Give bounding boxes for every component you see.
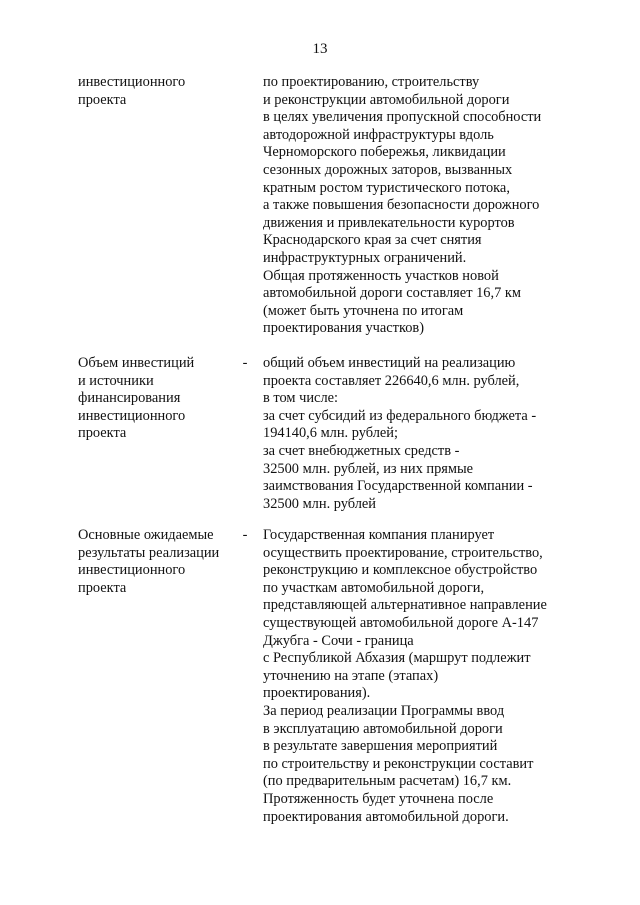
content-line: движения и привлекательности курортов: [263, 214, 515, 231]
dash-separator: -: [242, 527, 248, 543]
label-line: инвестиционного: [78, 407, 186, 424]
content-line: общий объем инвестиций на реализацию: [263, 355, 516, 371]
content-line: по участкам автомобильной дороги,: [263, 579, 485, 596]
content-line: автодорожной инфраструктуры вдоль: [263, 126, 494, 143]
content-line: Протяженность будет уточнена после: [263, 790, 494, 807]
content-line: Черноморского побережья, ликвидации: [263, 144, 506, 161]
label-line: проекта: [78, 579, 127, 596]
content-line: Краснодарского края за счет снятия: [263, 232, 482, 249]
section-label: [78, 74, 238, 109]
dash-separator: -: [242, 355, 248, 371]
section-label: [78, 355, 238, 443]
label-line: Основные ожидаемые: [78, 527, 214, 543]
content-line: по строительству и реконструкции составит: [263, 755, 534, 772]
content-line: уточнению на этапе (этапах): [263, 667, 439, 684]
label-line: и источники: [78, 372, 154, 389]
content-line: представляющей альтернативное направление: [263, 597, 547, 614]
content-line: за счет субсидий из федерального бюджета -: [263, 407, 537, 424]
content-line: проектирования).: [263, 685, 371, 702]
label-line: инвестиционного: [78, 74, 186, 90]
content-line: проекта составляет 226640,6 млн. рублей,: [263, 372, 520, 389]
content-line: по проектированию, строительству: [263, 74, 480, 90]
content-line: (может быть уточнена по итогам: [263, 302, 464, 319]
section-content: [263, 74, 583, 338]
content-line: в целях увеличения пропускной способности: [263, 109, 542, 126]
content-line: 32500 млн. рублей, из них прямые: [263, 460, 474, 477]
content-line: Общая протяженность участков новой: [263, 267, 499, 284]
section-content: [263, 527, 583, 826]
content-line: за счет внебюджетных средств -: [263, 442, 460, 459]
page-number: 13: [312, 41, 328, 57]
label-line: финансирования: [78, 390, 181, 407]
content-line: автомобильной дороги составляет 16,7 км: [263, 285, 521, 302]
content-line: осуществить проектирование, строительство,: [263, 544, 543, 561]
label-line: инвестиционного: [78, 562, 186, 579]
label-line: результаты реализации: [78, 544, 220, 561]
content-line: кратным ростом туристического потока,: [263, 179, 510, 196]
content-line: (по предварительным расчетам) 16,7 км.: [263, 773, 512, 790]
content-line: существующей автомобильной дороге А-147: [263, 614, 539, 631]
content-line: 194140,6 млн. рублей;: [263, 425, 398, 442]
content-line: и реконструкции автомобильной дороги: [263, 91, 510, 108]
content-line: с Республикой Абхазия (маршрут подлежит: [263, 650, 531, 667]
content-line: в эксплуатацию автомобильной дороги: [263, 720, 503, 737]
label-line: проекта: [78, 425, 127, 442]
content-line: проектирования автомобильной дороги.: [263, 808, 509, 825]
label-line: проекта: [78, 91, 127, 108]
content-line: в том числе:: [263, 390, 339, 407]
content-line: сезонных дорожных заторов, вызванных: [263, 161, 513, 178]
content-line: реконструкцию и комплексное обустройство: [263, 562, 538, 579]
content-line: а также повышения безопасности дорожного: [263, 197, 540, 214]
content-line: заимствования Государственной компании -: [263, 478, 533, 495]
content-line: в результате завершения мероприятий: [263, 738, 498, 755]
content-line: Джубга - Сочи - граница: [263, 632, 414, 649]
content-line: проектирования участков): [263, 320, 424, 337]
section-label: [78, 527, 238, 597]
content-line: За период реализации Программы ввод: [263, 702, 505, 719]
content-line: 32500 млн. рублей: [263, 495, 377, 512]
section-content: [263, 355, 583, 513]
label-line: Объем инвестиций: [78, 355, 195, 371]
content-line: инфраструктурных ограничений.: [263, 249, 467, 266]
content-line: Государственная компания планирует: [263, 527, 495, 543]
